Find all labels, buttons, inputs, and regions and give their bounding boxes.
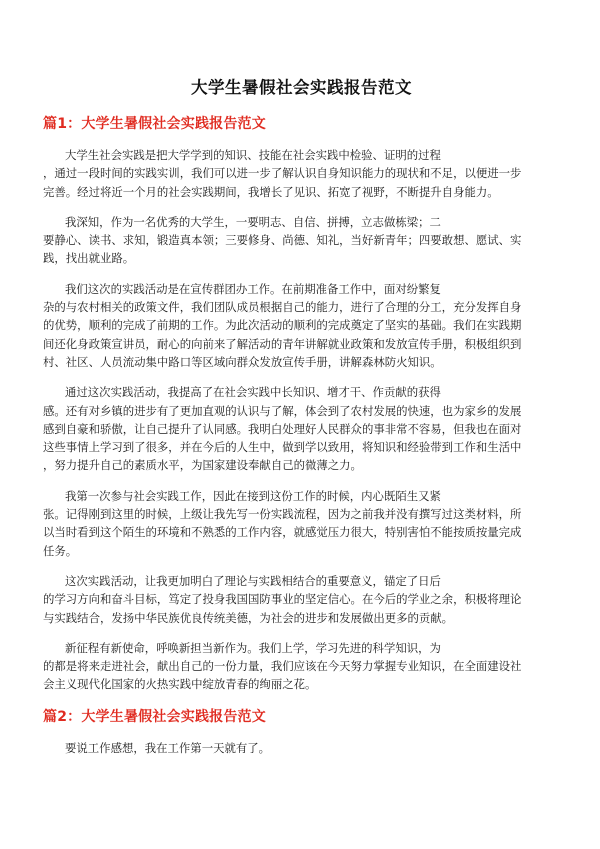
paragraph-line: 杂的与农村相关的政策文件，我们团队成员根据自己的能力，进行了合理的分工，充分发挥自身	[43, 300, 522, 315]
paragraph	[43, 572, 560, 627]
paragraph-line: 的优势，顺利的完成了前期的工作。为此次活动的顺利的完成奠定了坚实的基础。我们在实践期	[43, 318, 522, 333]
paragraph-line: 我们这次的实践活动是在宣传群团办工作。在前期准备工作中，面对纷繁复	[65, 281, 441, 296]
document-title: 大学生暑假社会实践报告范文	[191, 78, 412, 97]
paragraph-line: 要说工作感想，我在工作第一天就有了。	[65, 740, 271, 755]
paragraph-line: 感到自豪和骄傲，让自己提升了认同感。我明白处理好人民群众的事非常不容易，但我也在面对	[43, 421, 522, 436]
paragraph-line: 与实践结合，发扬中华民族优良传统美德，为社会的进步和发展做出更多的贡献。	[43, 610, 454, 625]
paragraph	[43, 487, 560, 560]
paragraph-line: ，通过一段时间的实践实训，我们可以进一步了解认识自身知识能力的现状和不足，以便进一步	[43, 166, 522, 181]
paragraph-line: 我深知，作为一名优秀的大学生，一要明志、自信、拼搏，立志做栋梁；二	[65, 214, 441, 229]
paragraph-line: 感。还有对乡镇的进步有了更加直观的认识与了解，体会到了农村发展的快速，也为家乡的发展	[43, 403, 522, 418]
paragraph	[43, 639, 560, 694]
paragraph-line: 新征程有新使命，呼唤新担当新作为。我们上学，学习先进的科学知识，为	[65, 640, 441, 655]
document-body	[43, 113, 560, 757]
paragraph-line: ，努力提升自己的素质水平，为国家建设奉献自己的微薄之力。	[43, 458, 362, 473]
paragraph	[43, 739, 560, 757]
paragraph-line: 践，找出就业路。	[43, 251, 135, 266]
paragraph-line: 会主义现代化国家的火热实践中绽放青春的绚丽之花。	[43, 677, 317, 692]
section-heading: 篇1：大学生暑假社会实践报告范文	[43, 116, 266, 132]
paragraph-line: 以当时看到这个陌生的环境和不熟悉的工作内容，就感觉压力很大，特别害怕不能按质按量完成	[43, 525, 522, 540]
paragraph-line: 要静心、读书、求知，锻造真本领；三要修身、尚德、知礼，当好新青年；四要敢想、愿试、实	[43, 233, 522, 248]
paragraph-line: 间还化身政策宣讲员，耐心的向前来了解活动的青年讲解就业政策和发放宣传手册，积极组织到	[43, 336, 522, 351]
paragraph	[43, 213, 560, 268]
section-heading: 篇2：大学生暑假社会实践报告范文	[43, 708, 266, 725]
paragraph-line: 的都是将来走进社会，献出自己的一份力量，我们应该在今天努力掌握专业知识，在全面建设社	[43, 659, 522, 674]
paragraph-line: 的学习方向和奋斗目标，笃定了投身我国国防事业的坚定信心。在今后的学业之余，积极将理论	[43, 592, 522, 607]
paragraph-line: 通过这次实践活动，我提高了在社会实践中长知识、增才干、作贡献的获得	[65, 385, 441, 400]
paragraph	[43, 146, 560, 201]
paragraph-line: 这次实践活动，让我更加明白了理论与实践相结合的重要意义，锚定了日后	[65, 573, 441, 588]
paragraph-line: 我第一次参与社会实践工作，因此在接到这份工作的时候，内心既陌生又紧	[65, 488, 441, 503]
paragraph-line: 张。记得刚到这里的时候，上级让我先写一份实践流程，因为之前我并没有撰写过这类材料，所	[43, 507, 522, 522]
paragraph	[43, 383, 560, 474]
paragraph-line: 村、社区、人员流动集中路口等区域向群众发放宣传手册，讲解森林防火知识。	[43, 354, 442, 369]
paragraph-line: 完善。经过将近一个月的社会实践期间，我增长了见识、拓宽了视野，不断提升自身能力。	[43, 184, 499, 199]
paragraph-line: 大学生社会实践是把大学学到的知识、技能在社会实践中检验、证明的过程	[65, 148, 441, 162]
paragraph	[43, 280, 560, 371]
paragraph-line: 这些事情上学习到了很多，并在今后的人生中，做到学以致用，将知识和经验带到工作和生活中	[43, 440, 522, 455]
paragraph-line: 任务。	[43, 543, 78, 558]
